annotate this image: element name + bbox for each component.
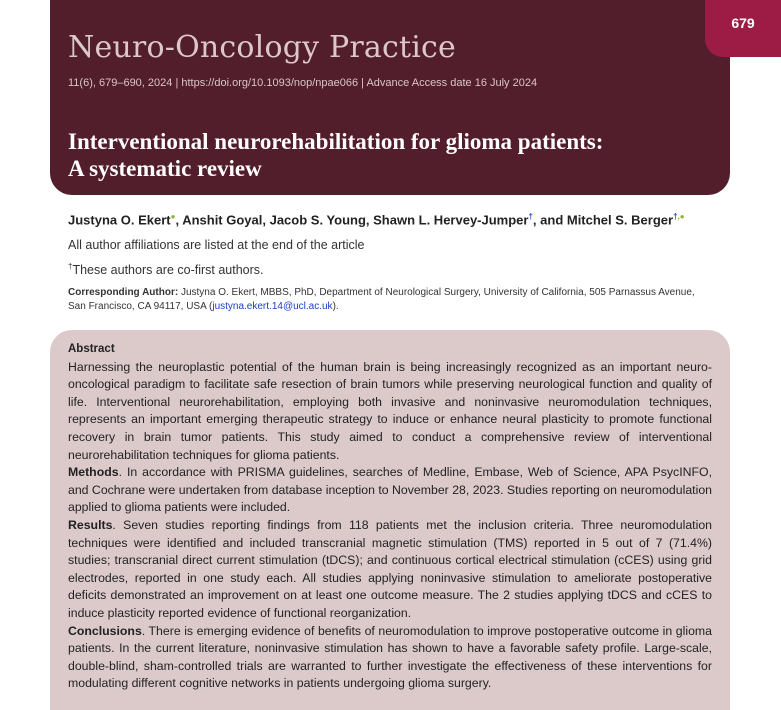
orcid-icon[interactable]: ,● [677,212,685,221]
abstract-box [50,330,730,710]
author: Justyna O. Ekert [68,212,171,228]
section-label: Results [68,517,113,532]
journal-name: Neuro-Oncology Practice [68,30,457,65]
corresponding-author [68,286,708,314]
abstract-background: Harnessing the neuroplastic potential of the human brain is being increasingly recognized as an important neuro-oncological paradigm to facilitate safe resection of brain tumors while preserving neurological function and quality of life. Interventional neurorehabilitation, employing both invasive and noninvasive neuromodulation techniques, represents an important emerging therapeutic strategy to induce or enhance neural plasticity to promote functional recovery in brain tumor patients. This study aimed to conduct a comprehensive review of interventional neurorehabilitation techniques for glioma patients. [68,359,712,462]
section-label: Methods [68,465,119,480]
section-label: Conclusions [68,623,142,638]
author-list [68,212,685,227]
abstract-heading: Abstract [68,343,115,355]
citation-line: 11(6), 679–690, 2024 | https://doi.org/10.1093/nop/npae066 | Advance Access date 16 July 2024 [68,77,538,89]
title-line: A systematic review [68,156,262,181]
email-link[interactable]: justyna.ekert.14@ucl.ac.uk [212,301,333,312]
co-first-text: These authors are co-first authors. [72,263,264,278]
corr-end: ). [332,301,339,312]
abstract-methods [68,464,712,517]
section-text: . Seven studies reporting findings from 118 patients met the inclusion criteria. Three neuromodulation techniques were identified and included transcranial magnetic stimulation (TMS) reported in 5 out of 7 (71.4%) studies; transcranial direct current stimulation (tDCS); and continuous cortical electrical stimulation (cCES) using grid electrodes, reported in one study each. All studies applying noninvasive stimulation to ameliorate postoperative deficits demonstrated an improvement on at least one outcome measure. The 2 studies applying tDCS and cCES to induce plasticity reported evidence of functional reorganization. [68,517,712,620]
dagger-mark: † [528,212,533,221]
author: , Anshit Goyal, Jacob S. Young, Shawn L. Hervey-Jumper [175,212,529,228]
title-line: Interventional neurorehabilitation for glioma patients: [68,129,604,154]
co-first-note [68,262,264,277]
corr-text: Justyna O. Ekert, MBBS, PhD, Department of Neurological Surgery, University of California, 505 Parnassus Avenue, San Francisco, CA 94117, USA ( [68,287,695,312]
journal-header [50,0,730,195]
author: , and Mitchel S. Berger [532,212,674,228]
page-number: 679 [705,0,781,57]
affiliations-note: All author affiliations are listed at the end of the article [68,238,365,252]
abstract-results [68,517,712,623]
section-text: . There is emerging evidence of benefits of neuromodulation to improve postoperative outcome in glioma patients. In the current literature, noninvasive stimulation has shown to have a favorable safety profile. Large-scale, double-blind, sham-controlled trials are warranted to further investigate the effectiveness of these interventions for modulating different cognitive networks in patients undergoing glioma surgery. [68,623,712,691]
article-title [68,128,603,182]
dagger-mark: † [673,212,678,221]
corr-label: Corresponding Author: [68,287,179,298]
abstract-conclusions [68,623,712,693]
dagger-mark: † [68,262,73,271]
section-text: . In accordance with PRISMA guidelines, searches of Medline, Embase, Web of Science, APA PsycINFO, and Cochrane were undertaken from database inception to November 28, 2023. Studies reporting on neuromodulation applied to glioma patients were included. [68,465,712,515]
orcid-icon[interactable]: ● [170,212,176,221]
